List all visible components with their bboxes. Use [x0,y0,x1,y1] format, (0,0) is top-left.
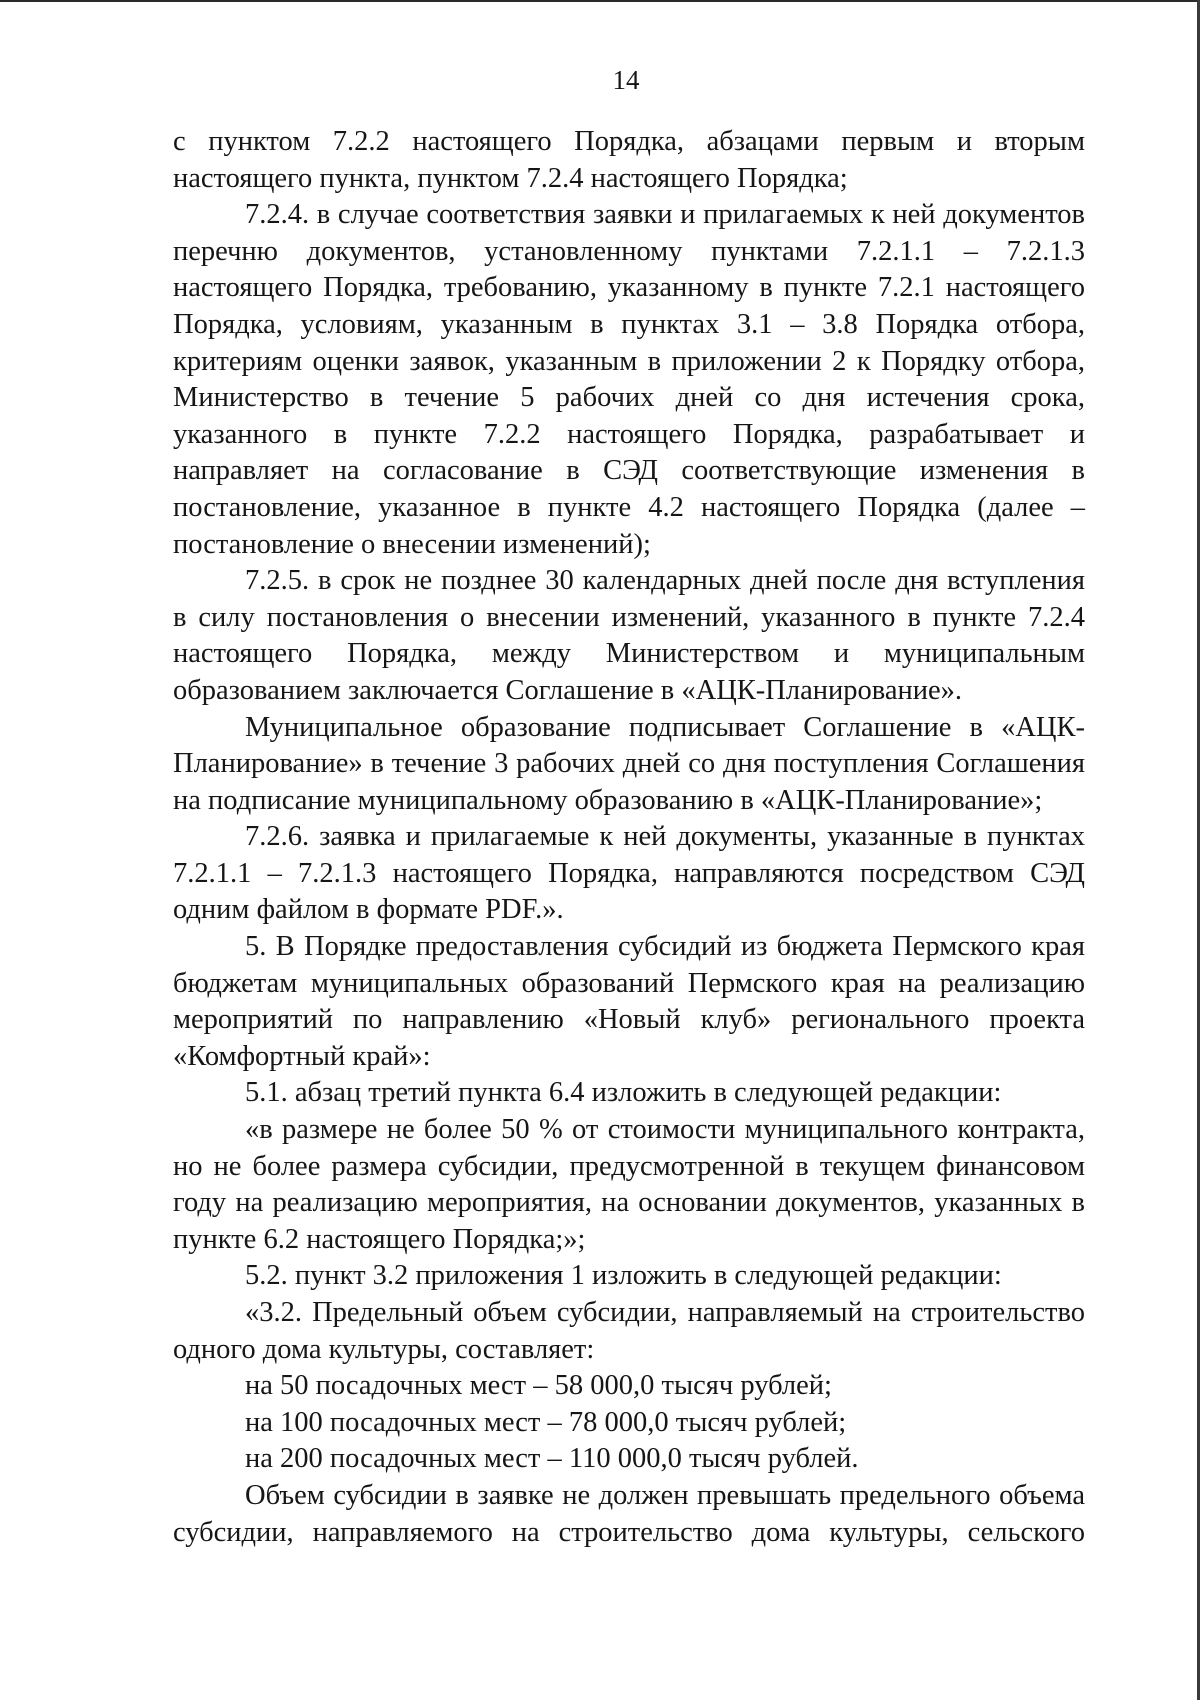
document-body [173,124,1085,1551]
page-number: 14 [612,65,640,95]
paragraph-5-1-quote: «в размере не более 50 % от стоимости муниципального контракта, но не более размера субсидии, предусмотренной в текущем финансовом году на реализацию мероприятия, на основании документов, указанных в пункте 6.2 настоящего Порядка;»; [173,1114,1085,1255]
list-item-50-seats: на 50 посадочных мест – 58 000,0 тысяч рублей; [245,1370,832,1402]
list-item-200-seats: на 200 посадочных мест – 110 000,0 тысяч рублей. [245,1443,859,1475]
paragraph-signing: Муниципальное образование подписывает Соглашение в «АЦК-Планирование» в течение 3 рабочих дней со дня поступления Соглашения на подписание муниципальному образованию в «АЦК-Планирование»; [173,711,1085,816]
scan-top-edge [0,0,1200,2]
list-item-100-seats: на 100 посадочных мест – 78 000,0 тысяч рублей; [245,1406,847,1438]
paragraph-limit: Объем субсидии в заявке не должен превышать предельного объема субсидии, направляемого на строительство дома культуры, сельского [173,1479,1085,1548]
paragraph-3-2-quote: «3.2. Предельный объем субсидии, направляемый на строительство одного дома культуры, составляет: [173,1297,1085,1365]
paragraph-5-2: 5.2. пункт 3.2 приложения 1 изложить в следующей редакции: [245,1260,1002,1292]
paragraph-5: 5. В Порядке предоставления субсидий из бюджета Пермского края бюджетам муниципальных образований Пермского края на реализацию мероприятий по направлению «Новый клуб» регионального проекта «Комфортный край»: [173,931,1085,1072]
paragraph-7-2-5: 7.2.5. в срок не позднее 30 календарных дней после дня вступления в силу постановления о внесении изменений, указанного в пункте 7.2.4 настоящего Порядка, между Министерством и муниципальным образованием заключается Соглашение в «АЦК-Планирование». [173,565,1085,706]
paragraph-5-1: 5.1. абзац третий пункта 6.4 изложить в следующей редакции: [245,1077,1002,1109]
paragraph-7-2-6: 7.2.6. заявка и прилагаемые к ней документы, указанные в пунктах 7.2.1.1 – 7.2.1.3 настоящего Порядка, направляются посредством СЭД одним файлом в формате PDF.». [173,821,1085,926]
paragraph-continuation: с пунктом 7.2.2 настоящего Порядка, абзацами первым и вторым настоящего пункта, пунктом 7.2.4 настоящего Порядка; [173,126,1085,194]
paragraph-7-2-4: 7.2.4. в случае соответствия заявки и прилагаемых к ней документов перечню документов, установленному пунктами 7.2.1.1 – 7.2.1.3 настоящего Порядка, требованию, указанному в пункте 7.2.1 настоящего Порядка, условиям, указанным в пунктах 3.1 – 3.8 Порядка отбора, критериям оценки заявок, указанным в приложении 2 к Порядку отбора, Министерство в течение 5 рабочих дней со дня истечения срока, указанного в пункте 7.2.2 настоящего Порядка, разрабатывает и направляет на согласование в СЭД соответствующие изменения в постановление, указанное в пункте 4.2 настоящего Порядка (далее – постановление о внесении изменений); [173,199,1085,560]
